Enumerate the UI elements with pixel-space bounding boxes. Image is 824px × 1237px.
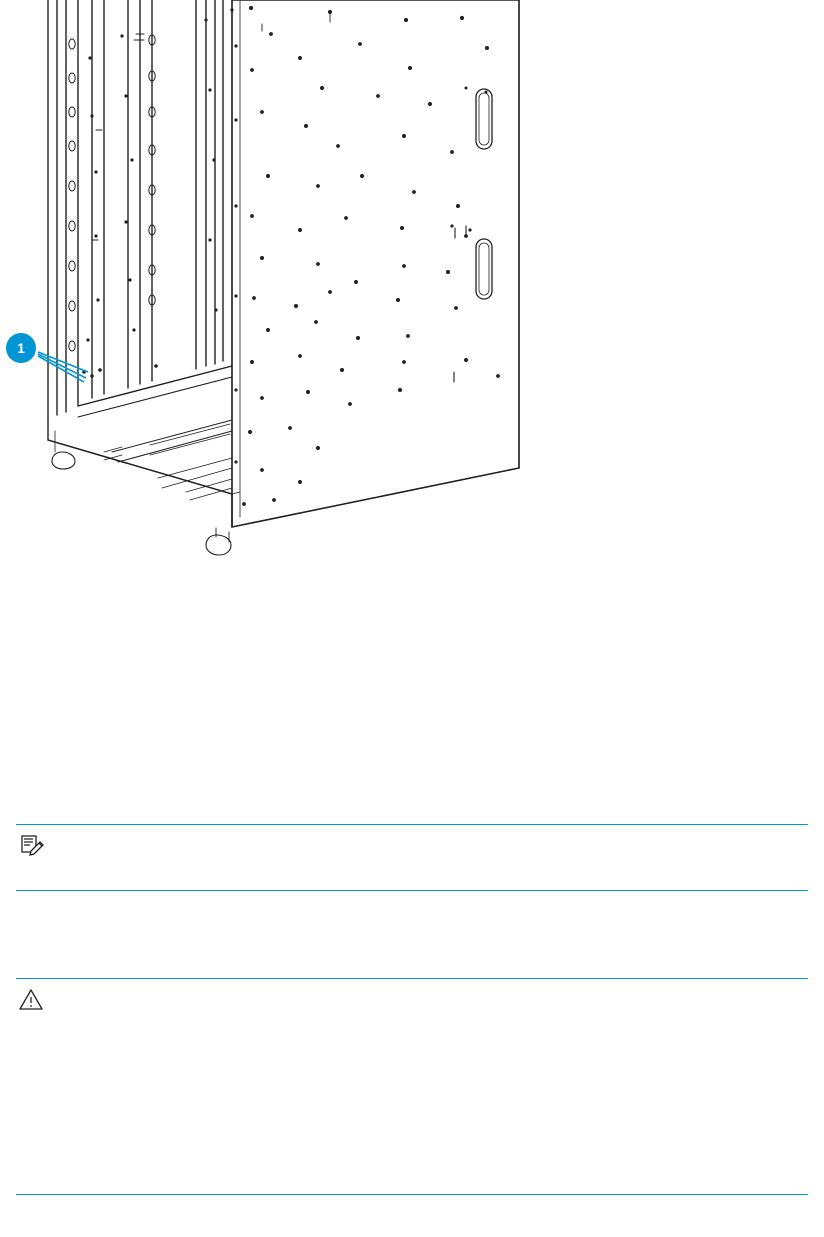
figure-callout-1: 1 <box>6 333 36 363</box>
rack-illustration <box>0 0 560 575</box>
note-admonition <box>16 824 808 891</box>
note-icon <box>18 831 46 859</box>
caution-bottom-rule <box>16 1194 808 1195</box>
note-bottom-rule <box>16 890 808 891</box>
caution-triangle-icon <box>18 985 46 1013</box>
caution-admonition <box>16 978 808 1195</box>
